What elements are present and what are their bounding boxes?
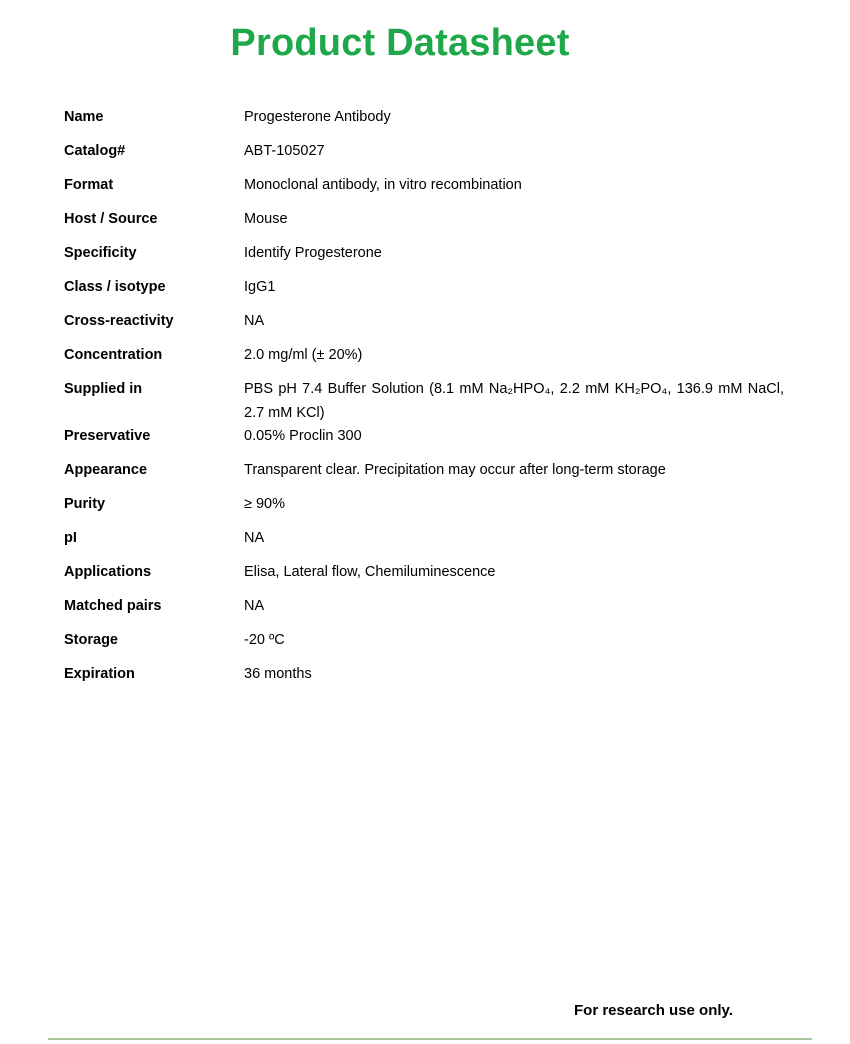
spec-row-pi bbox=[64, 527, 784, 561]
spec-label: Purity bbox=[64, 496, 106, 512]
spec-label: Cross-reactivity bbox=[64, 313, 174, 329]
spec-value: Mouse bbox=[244, 211, 288, 227]
spec-value: Elisa, Lateral flow, Chemiluminescence bbox=[244, 564, 496, 580]
spec-value: Transparent clear. Precipitation may occur after long-term storage bbox=[244, 462, 666, 478]
spec-value: NA bbox=[244, 598, 265, 614]
spec-label: pI bbox=[64, 530, 77, 546]
spec-value: 2.0 mg/ml (± 20%) bbox=[244, 347, 363, 363]
spec-table bbox=[64, 106, 784, 697]
spec-row-concentration bbox=[64, 344, 784, 378]
spec-label: Preservative bbox=[64, 428, 151, 444]
spec-row-host-source bbox=[64, 208, 784, 242]
spec-label: Catalog# bbox=[64, 143, 126, 159]
spec-row-appearance bbox=[64, 459, 784, 493]
spec-label: Supplied in bbox=[64, 381, 143, 397]
spec-label: Class / isotype bbox=[64, 279, 166, 295]
spec-row-catalog bbox=[64, 140, 784, 174]
spec-row-supplied-in bbox=[64, 378, 784, 425]
spec-row-matched-pairs bbox=[64, 595, 784, 629]
research-use-note: For research use only. bbox=[574, 1002, 733, 1019]
spec-value: NA bbox=[244, 313, 265, 329]
spec-row-specificity bbox=[64, 242, 784, 276]
spec-value: PBS pH 7.4 Buffer Solution (8.1 mM Na₂HPO₄, 2.2 mM KH₂PO₄, 136.9 mM NaCl, 2.7 mM KCl) bbox=[244, 381, 784, 421]
spec-value: ≥ 90% bbox=[244, 496, 286, 512]
spec-label: Storage bbox=[64, 632, 118, 648]
spec-value: 0.05% Proclin 300 bbox=[244, 428, 362, 444]
spec-row-format bbox=[64, 174, 784, 208]
spec-label: Expiration bbox=[64, 666, 135, 682]
spec-label: Specificity bbox=[64, 245, 137, 261]
spec-label: Applications bbox=[64, 564, 152, 580]
spec-label: Format bbox=[64, 177, 114, 193]
spec-label: Host / Source bbox=[64, 211, 158, 227]
spec-row-class-isotype bbox=[64, 276, 784, 310]
spec-label: Matched pairs bbox=[64, 598, 162, 614]
spec-row-cross-reactivity bbox=[64, 310, 784, 344]
spec-value: Identify Progesterone bbox=[244, 245, 382, 261]
spec-value: 36 months bbox=[244, 666, 312, 682]
spec-label: Name bbox=[64, 109, 104, 125]
spec-value: Progesterone Antibody bbox=[244, 109, 391, 125]
spec-value: Monoclonal antibody, in vitro recombination bbox=[244, 177, 522, 193]
spec-row-purity bbox=[64, 493, 784, 527]
spec-value: -20 ºC bbox=[244, 632, 285, 648]
spec-row-expiration bbox=[64, 663, 784, 697]
spec-label: Appearance bbox=[64, 462, 148, 478]
spec-row-applications bbox=[64, 561, 784, 595]
spec-row-name bbox=[64, 106, 784, 140]
spec-value: NA bbox=[244, 530, 265, 546]
footer-divider bbox=[48, 1038, 812, 1040]
spec-row-preservative bbox=[64, 425, 784, 459]
spec-row-storage bbox=[64, 629, 784, 663]
spec-value: IgG1 bbox=[244, 279, 276, 295]
page-title: Product Datasheet bbox=[230, 22, 570, 64]
spec-value: ABT-105027 bbox=[244, 143, 325, 159]
spec-label: Concentration bbox=[64, 347, 163, 363]
